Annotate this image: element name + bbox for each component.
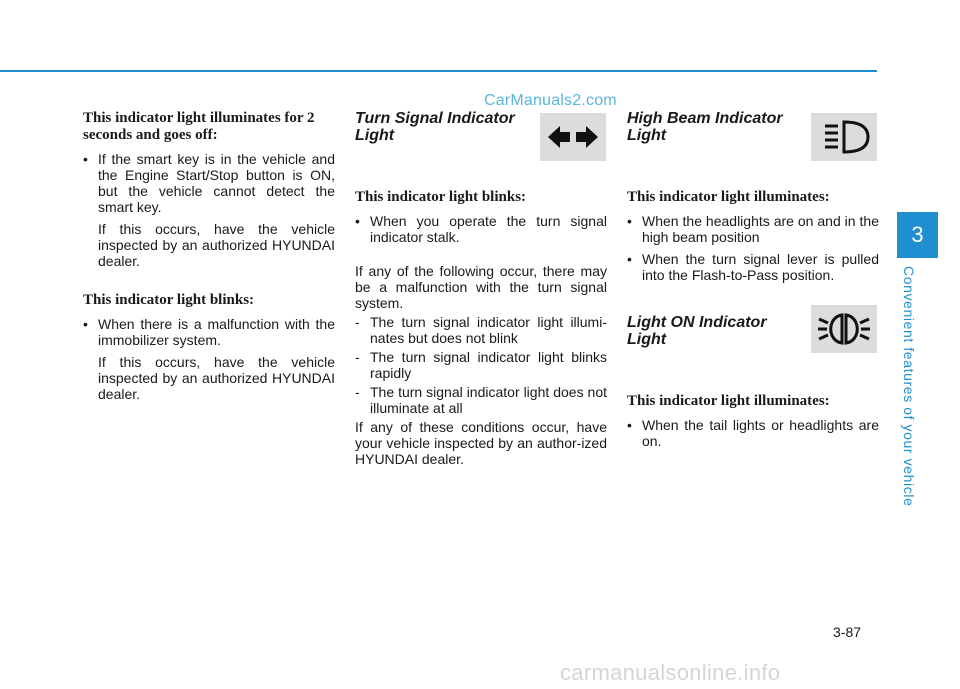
turn-signal-para1: If any of the following occur, there may be a malfunction with the turn signal system. — [355, 263, 607, 311]
page-number: 3-87 — [833, 624, 862, 640]
turn-signal-dash-2: - The turn signal indicator light blinks rapidly — [355, 349, 607, 381]
high-beam-bullet-2: • When the turn signal lever is pulled into the Flash-to-Pass position. — [627, 251, 879, 283]
light-on-subhead: This indicator light illuminates: — [627, 393, 830, 409]
subhead-illuminates-2s: This indicator light illuminates for 2 seconds and goes off: — [83, 110, 315, 143]
dash-text: The turn signal indicator light blinks rapidly — [370, 349, 607, 381]
top-rule — [0, 70, 877, 72]
watermark-bottom[interactable]: carmanualsonline.info — [560, 660, 781, 685]
bullet-smart-key: • If the smart key is in the vehicle and the Engine Start/Stop button is ON, but the vehicle cannot detect the smart key. — [83, 151, 335, 215]
turn-signal-title: Turn Signal Indicator Light — [355, 110, 515, 144]
turn-signal-dash-3: - The turn signal indicator light does not illuminate at all — [355, 384, 607, 416]
chapter-tab: 3 — [897, 212, 938, 258]
light-on-title: Light ON Indicator Light — [627, 314, 767, 348]
turn-signal-para2: If any of these conditions occur, have your vehicle inspected by an author-ized HYUNDAI dealer. — [355, 419, 607, 467]
dash-text: The turn signal indicator light illumi-nates but does not blink — [370, 314, 607, 346]
turn-signal-bullet: • When you operate the turn signal indicator stalk. — [355, 213, 607, 245]
note-smart-key: If this occurs, have the vehicle inspected by an authorized HYUNDAI dealer. — [98, 221, 335, 269]
light-on-bullet: • When the tail lights or headlights are on. — [627, 417, 879, 449]
watermark-top[interactable]: CarManuals2.com — [484, 92, 617, 109]
column-turn-signal — [355, 110, 607, 467]
high-beam-bullet-1: • When the headlights are on and in the high beam position — [627, 213, 879, 245]
subhead-blinks: This indicator light blinks: — [83, 292, 255, 308]
column-high-beam — [627, 110, 879, 449]
column-immobilizer — [83, 110, 335, 402]
chapter-label: Convenient features of your vehicle — [901, 266, 917, 507]
turn-signal-subhead: This indicator light blinks: — [355, 189, 527, 205]
dash-text: The turn signal indicator light does not illuminate at all — [370, 384, 607, 416]
bullet-immobilizer: • When there is a malfunction with the immobilizer system. — [83, 316, 335, 348]
turn-signal-dash-1: - The turn signal indicator light illumi-nates but does not blink — [355, 314, 607, 346]
note-immobilizer: If this occurs, have the vehicle inspected by an authorized HYUNDAI dealer. — [98, 354, 335, 402]
high-beam-subhead: This indicator light illuminates: — [627, 189, 830, 205]
high-beam-title: High Beam Indicator Light — [627, 110, 783, 144]
